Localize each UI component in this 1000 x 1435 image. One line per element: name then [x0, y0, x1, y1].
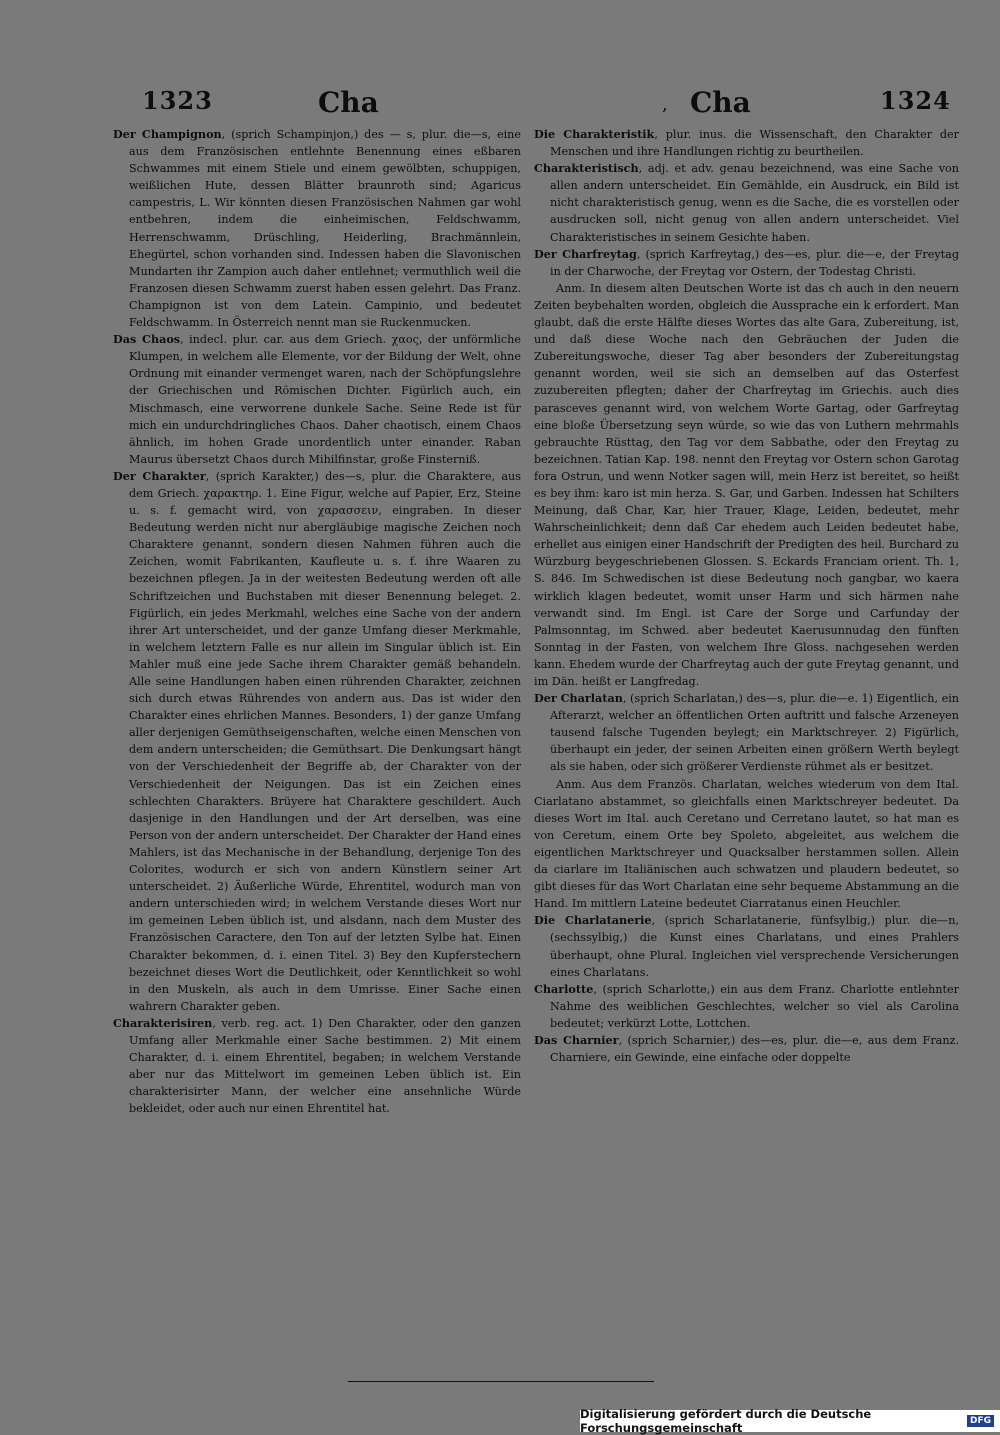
entry-headword: Die Charlatanerie: [534, 913, 652, 928]
page-header: [0, 86, 1000, 126]
annotation-paragraph: [534, 280, 959, 690]
annotation-paragraph: [534, 776, 959, 913]
entry-text: , (sprich Scharlatanerie, fünfsylbig,) plur. die—n, (sechssylbig,) die Kunst eines Charlatans, und eines Prahlers überhaupt, ohne Plural. Ingleichen viel versprechende Versicherungen eines Charlatans.: [550, 914, 960, 979]
left-page-number: 1323: [142, 86, 213, 115]
entry-headword: Charakterisiren: [113, 1015, 213, 1030]
entry-text: , (sprich Karakter,) des—s, plur. die Charaktere, aus dem Griech. χαρακτηρ. 1. Eine Figur, welche auf Papier, Erz, Steine u. s. f. gemacht wird, von χαρασσειν, eingraben. In dieser Bedeutung werden nicht nur abergläubige magische Zeichen noch Charaktere genannt, sondern diesen Nahmen führen auch die Zeichen, womit Fabrikanten, Kaufleute u. s. f. ihre Waaren zu bezeichnen pflegen. Ja in der weitesten Bedeutung werden oft alle Schriftzeichen und Buchstaben mit dieser Benennung beleget. 2. Figürlich, ein jedes Merkmahl, welches eine Sache von der andern ihrer Art unterscheidet, und der ganze Umfang dieser Merkmahle, in welchem letztern Falle es nur allein im Singular üblich ist. Ein Mahler muß eine jede Sache ihrem Charakter gemäß behandeln. Alle seine Handlungen haben einen rührenden Charakter, zeichnen sich durch etwas Rührendes von andern aus. Das ist wider den Charakter eines ehrlichen Mannes. Besonders, 1) der ganze Umfang aller derjenigen Gemüthseigenschaften, welche einen Menschen von dem andern unterscheiden; die Gemüthsart. Die Denkungsart hängt von der Verschiedenheit der Begriffe ab, der Charakter von der Verschiedenheit der Neigungen. Das ist ein Zeichen eines schlechten Charakters. Brüyere hat Charaktere geschildert. Auch dasjenige in den Handlungen und der Art derselben, was eine Person von der andern unterscheidet. Der Charakter der Hand eines Mahlers, ist das Mechanische in der Behandlung, derjenige Ton des Colorites, wodurch er sich von andern Künstlern seiner Art unterscheidet. 2) Äußerliche Würde, Ehrentitel, wodurch man von andern unterschieden wird; in welchem Verstande dieses Wort nur im gemeinen Leben üblich ist, und alsdann, nach dem Muster des Französischen Caractere, den Ton auf der letzten Sylbe hat. Einen Charakter bekommen, d. i. einen Titel. 3) Bey den Kupferstechern bezeichnet dieses Wort die Deutlichkeit, oder Kenntlichkeit so wohl in den Muskeln, als auch in dem Umrisse. Einer Sache einen wahrern Charakter geben.: [129, 469, 521, 1013]
header-mark: ,: [662, 94, 668, 115]
entry-headword: Der Charlatan: [534, 691, 623, 706]
entry-text: , (sprich Karfreytag,) des—es, plur. die—e, der Freytag in der Charwoche, der Freytag vor Ostern, der Todestag Christi.: [550, 247, 959, 278]
bottom-rule: [348, 1381, 654, 1382]
dictionary-entry: [113, 331, 521, 468]
entry-text: , indecl. plur. car. aus dem Griech. χαος, der unförmliche Klumpen, in welchem alle Elemente, vor der Bildung der Welt, ohne Ordnung mit einander vermenget waren, nach der Schöpfungslehre der Griechischen und Römischen Dichter. Figürlich auch, ein Mischmasch, eine verworrene dunkele Sache. Seine Rede ist für mich ein undurchdringliches Chaos. Daher chaotisch, einem Chaos ähnlich, im hohen Grade unordentlich unter einander. Raban Maurus übersetzt Chaos durch Mihilfinstar, große Finsterniß.: [129, 333, 521, 466]
footer-banner: [580, 1407, 1000, 1435]
entry-text: , plur. inus. die Wissenschaft, den Charakter der Menschen und ihre Handlungen richtig zu beurtheilen.: [550, 128, 960, 159]
left-column: [113, 126, 521, 1117]
dictionary-entry: [534, 981, 959, 1032]
entry-text: , verb. reg. act. 1) Den Charakter, oder den ganzen Umfang aller Merkmahle einer Sache bestimmen. 2) Mit einem Charakter, d. i. einem Ehrentitel, begaben; in welchem Verstande aber nur das Mittelwort im gemeinen Leben üblich ist. Ein charakterisirter Mann, der welcher eine ansehnliche Würde bekleidet, oder auch nur einen Ehrentitel hat.: [129, 1016, 521, 1116]
right-column: [534, 126, 959, 1066]
entry-headword: Der Champignon: [113, 127, 222, 141]
dictionary-entry: [534, 246, 959, 280]
dictionary-entry: [534, 912, 959, 980]
dictionary-entry: [113, 126, 521, 331]
footer-text: Digitalisierung gefördert durch die Deutsche Forschungsgemeinschaft: [580, 1407, 872, 1435]
dictionary-entry: [534, 1032, 959, 1066]
dictionary-entry: [113, 468, 521, 1015]
entry-text: , (sprich Scharlatan,) des—s, plur. die—e. 1) Eigentlich, ein Afterarzt, welcher an öffentlichen Orten auftritt und falsche Arzeneyen tausend falsche Tugenden beylegt; ein Marktschreyer. 2) Figürlich, überhaupt ein jeder, der seinen Arbeiten einen größern Werth beylegt als sie haben, oder sich größerer Verdienste rühmet als er besitzet.: [550, 692, 959, 774]
dictionary-entry: [534, 160, 959, 245]
entry-headword: Das Charnier: [534, 1032, 619, 1047]
entry-text: , adj. et adv. genau bezeichnend, was eine Sache von allen andern unterscheidet. Ein Gemählde, ein Ausdruck, ein Bild ist nicht charakteristisch genug, wenn es die Sache, die es vorstellen oder ausdrucken soll, nicht genug von allen andern unterscheidet. Viel Charakteristisches in seinem Gesichte haben.: [550, 162, 959, 244]
entry-text: , (sprich Scharlotte,) ein aus dem Franz. Charlotte entlehnter Nahme des weiblichen Geschlechtes, welcher so viel als Carolina bedeutet; verkürzt Lotte, Lottchen.: [550, 982, 959, 1030]
dictionary-entry: [113, 1015, 521, 1118]
right-page-number: 1324: [880, 86, 951, 115]
dictionary-entry: [534, 126, 959, 160]
entry-headword: Das Chaos: [113, 332, 181, 347]
entry-text: , (sprich Scharnier,) des—es, plur. die—e, aus dem Franz. Charniere, ein Gewinde, eine einfache oder doppelte: [550, 1033, 959, 1065]
entry-headword: Der Charakter: [113, 468, 206, 483]
left-running-head: Cha: [318, 86, 379, 119]
right-running-head: Cha: [690, 86, 751, 119]
entry-text: Anm. In diesem alten Deutschen Worte ist das ch auch in den neuern Zeiten beybehalten worden, obgleich die Aussprache ein k erfordert. Man glaubt, daß die erste Hälfte dieses Wortes das alte Gara, Zubereitung, ist, und daß diese Woche nach den Gebräuchen der Juden die Zubereitungswoche, dieser Tag aber besonders der Zubereitungstag genannt worden, weil sie sich an demselben auf das Osterfest zuzubereiten pflegten; daher der Charfreytag im Griechis. auch dies parasceves genannt wird, von welchem Worte Gartag, oder Garfreytag eine bloße Übersetzung seyn würde, so wie das von Luthern mehrmahls gebrauchte Rüsttag, den Tag vor dem Sabbathe, oder den Freytag zu bezeichnen. Tatian Kap. 198. nennt den Freytag vor Ostern schon Garotag fora Ostrun, und wenn Notker sagen will, mein Herz ist bereitet, so heißt es bey ihm: karo ist min herza. S. Gar, und Garben. Indessen hat Schilters Meinung, daß Char, Kar, hier Trauer, Klage, Leiden, bedeutet, mehr Wahrscheinlichkeit; denn daß Car ehedem auch Leiden bedeutet habe, erhellet aus einigen einer Handschrift der Predigten des heil. Burchard zu Würzburg beygeschriebenen Glossen. S. Eckards Franciam orient. Th. 1, S. 846. Im Schwedischen ist diese Bedeutung noch gangbar, wo kaera wirklich klagen bedeutet, womit unser Harm und sich härmen nahe verwandt sind. Im Engl. ist Care der Sorge und Carfunday der Palmsonntag, im Schwed. aber bedeutet Kaerusunnudag den fünften Sonntag in der Fasten, von welchem Ihre Gloss. nachgesehen werden kann. Ehedem wurde der Charfreytag auch der gute Freytag genannt, und im Dän. heißt er Langfredag.: [534, 281, 959, 688]
dictionary-entry: [534, 690, 959, 775]
entry-text: Anm. Aus dem Französ. Charlatan, welches wiederum von dem Ital. Ciarlatano abstammet, so gleichfalls einen Marktschreyer bedeutet. Da dieses Wort im Ital. auch Ceretano und Cerretano lautet, so hat man es von Ceretum, einem Orte bey Spoleto, abgeleitet, aus welchem die eigentlichen Marktschreyer und Quacksalber herstammen sollen. Allein da ciarlare im Italiänischen auch schwatzen und plaudern bedeutet, so gibt dieses für das Wort Charlatan eine sehr bequeme Abstammung an die Hand. Im mittlern Lateine bedeutet Ciarratanus einen Heuchler.: [534, 777, 959, 911]
entry-headword: Charakteristisch: [534, 161, 639, 176]
entry-text: , (sprich Schampinjon,) des — s, plur. die—s, eine aus dem Französischen entlehnte Benennung eines eßbaren Schwammes mit einem Stiele und einem gewölbten, schuppigen, weißlichen Hute, dessen Blätter braunroth sind; Agaricus campestris, L. Wir könnten diesen Französischen Nahmen gar wohl entbehren, indem die einheimischen, Feldschwamm, Herrenschwamm, Drüschling, Heiderling, Brachmännlein, Ehegürtel, schon vorhanden sind. Indessen haben die Slavonischen Mundarten ihr Zampion auch daher entlehnet; vermuthlich weil die Franzosen diesen Schwamm zuerst haben essen gelehrt. Das Franz. Champignon ist von dem Latein. Campinio, und bedeutet Feldschwamm. In Österreich nennt man sie Ruckenmucken.: [129, 128, 521, 330]
entry-headword: Charlotte: [534, 981, 594, 996]
entry-headword: Der Charfreytag: [534, 246, 637, 261]
entry-headword: Die Charakteristik: [534, 127, 655, 141]
dfg-logo: DFG: [967, 1415, 994, 1427]
